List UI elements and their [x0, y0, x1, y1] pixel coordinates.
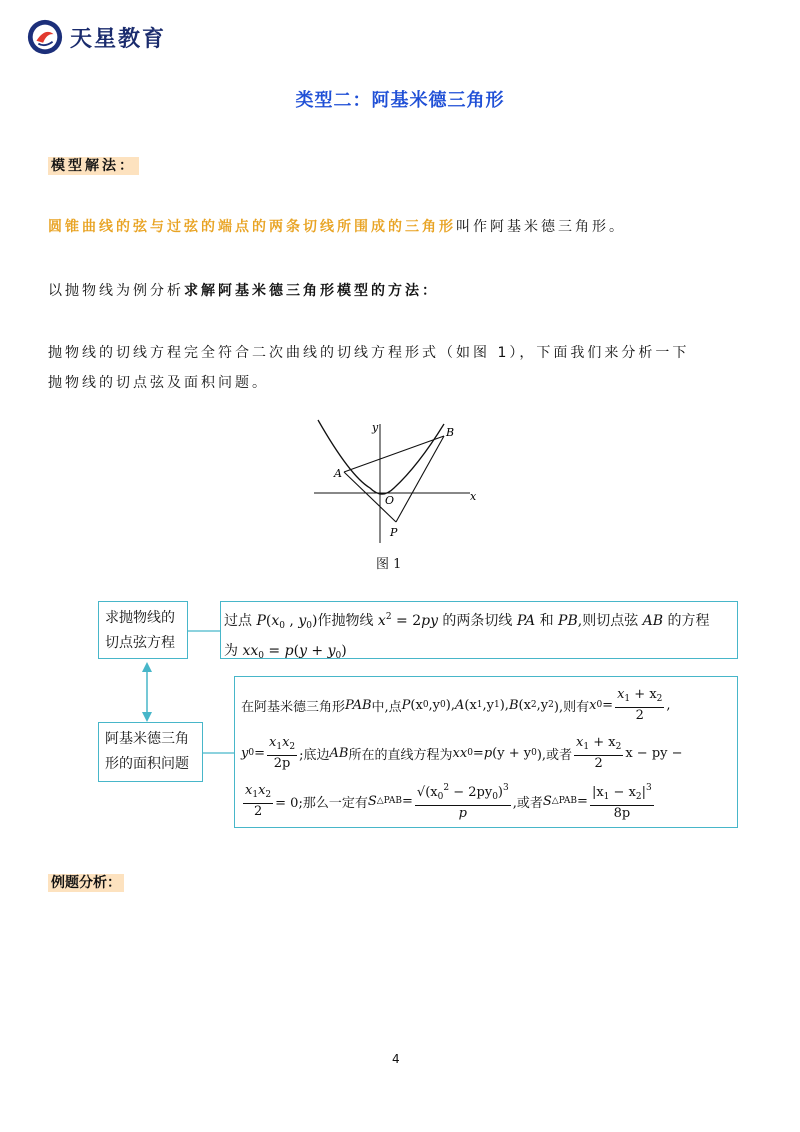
- t: S: [367, 793, 377, 809]
- figure-caption: 图 1: [376, 557, 402, 572]
- t: 2: [656, 693, 663, 704]
- fraction-area-1: [415, 780, 511, 822]
- intro-bold: 求解阿基米德三角形模型的方法：: [184, 283, 439, 299]
- figure-label-O: O: [385, 494, 395, 507]
- t: 0: [440, 700, 446, 710]
- t: x: [589, 697, 597, 713]
- t: (x: [410, 697, 423, 713]
- t: =: [602, 697, 614, 713]
- box-chord-content: [220, 601, 738, 659]
- t: (: [293, 643, 300, 659]
- t: 2: [289, 741, 296, 752]
- figure-label-P: P: [390, 526, 398, 539]
- t: x: [377, 613, 386, 629]
- t: |x: [591, 785, 604, 800]
- t: 的方程: [663, 613, 710, 629]
- t: 2p: [273, 755, 291, 771]
- t: 和: [535, 613, 559, 629]
- fraction-product: [243, 783, 273, 820]
- t: 0: [467, 748, 473, 758]
- t: 所在的直线方程为: [348, 747, 453, 763]
- t: x − py −: [625, 745, 683, 761]
- definition-highlight: 圆锥曲线的弦与过弦的端点的两条切线所围成的三角形: [48, 219, 456, 235]
- box-chord-label-line1: 求抛物线的: [105, 610, 175, 626]
- t: PAB: [345, 697, 372, 713]
- t: = 2: [391, 613, 422, 629]
- t: +: [306, 643, 328, 659]
- t: =: [254, 745, 265, 761]
- box-area-label: [98, 722, 203, 782]
- t: 在阿基米德三角形: [241, 699, 346, 715]
- t: =: [402, 793, 413, 809]
- fraction-y0: [267, 735, 297, 772]
- t: ,y: [536, 697, 549, 713]
- chord-line2: [224, 639, 737, 669]
- t: py: [421, 613, 438, 629]
- t: ,则切点弦: [577, 613, 643, 629]
- t: ),: [499, 697, 509, 713]
- area-line2: [241, 729, 737, 777]
- t: + x: [630, 686, 657, 702]
- box-area-content: [234, 676, 738, 828]
- box-area-label-line1: 阿基米德三角: [105, 731, 189, 747]
- t: ,y: [428, 697, 441, 713]
- t: 为: [224, 643, 243, 659]
- t: − x: [609, 785, 636, 800]
- fraction-area-2: [590, 780, 654, 822]
- t: x: [269, 734, 277, 750]
- t: 0: [422, 700, 429, 710]
- t: + x: [589, 734, 616, 750]
- t: x: [271, 613, 280, 629]
- chord-line1: [224, 605, 737, 639]
- t: =: [577, 793, 588, 809]
- t: S: [542, 793, 552, 809]
- t: A: [454, 697, 465, 713]
- t: 中,点: [371, 699, 402, 715]
- t: ),: [445, 697, 455, 713]
- t: x: [258, 782, 266, 798]
- t: )作抛物线: [312, 613, 378, 629]
- figure-label-y: y: [372, 421, 379, 434]
- t: ),或者: [536, 747, 573, 763]
- figure-label-A: A: [334, 467, 342, 480]
- t: ,: [284, 613, 299, 629]
- t: x: [576, 734, 584, 750]
- t: 2: [635, 707, 644, 723]
- t: 0: [335, 651, 342, 661]
- figure-label-B: B: [446, 426, 455, 439]
- t: 2: [548, 700, 554, 710]
- fraction-sum: [574, 735, 623, 772]
- t: x: [282, 734, 290, 750]
- t: 1: [603, 792, 610, 802]
- t: ;底边: [299, 747, 330, 763]
- t: (x: [464, 697, 477, 713]
- section-heading-examples-label: 例题分析：: [48, 874, 124, 892]
- t: 2: [594, 755, 603, 771]
- t: △PAB: [376, 796, 403, 806]
- t: 1: [252, 789, 259, 800]
- section-heading-examples: [48, 872, 124, 892]
- t: y: [327, 643, 336, 659]
- t: p: [458, 806, 467, 821]
- t: 8p: [613, 806, 631, 821]
- box-chord-label-line2: 切点弦方程: [105, 635, 175, 651]
- fraction-x0: [615, 687, 664, 724]
- t: 3: [646, 783, 652, 793]
- box-chord-label: [98, 601, 188, 659]
- brand-name: 天星教育: [70, 25, 167, 52]
- tangent-paragraph-line1: 抛物线的切线方程完全符合二次曲线的切线方程形式（如图 1），下面我们来分析一下: [48, 345, 690, 361]
- t: 2: [265, 789, 272, 800]
- t: =: [263, 643, 285, 659]
- t: P: [256, 613, 266, 629]
- intro-plain: 以抛物线为例分析: [48, 283, 184, 299]
- area-line1: [241, 681, 737, 729]
- t: p: [284, 643, 294, 659]
- t: 0: [596, 700, 603, 710]
- t: ,: [666, 697, 671, 713]
- t: 1: [494, 700, 500, 710]
- t: PA: [516, 613, 536, 629]
- area-line3: [241, 777, 737, 825]
- t: 1: [583, 741, 590, 752]
- t: 3: [503, 783, 509, 793]
- t: (x: [518, 697, 531, 713]
- t: x: [245, 782, 253, 798]
- t: B: [508, 697, 519, 713]
- t: 0: [258, 651, 264, 661]
- t: 1: [276, 741, 283, 752]
- section-heading-label: 模型解法：: [48, 157, 139, 175]
- t: =: [472, 745, 484, 761]
- figure-label-x: x: [470, 490, 477, 503]
- t: = 0;那么一定有: [275, 795, 368, 811]
- t: 2: [530, 700, 537, 710]
- t: 0: [248, 748, 255, 758]
- t: 0: [279, 621, 285, 631]
- t: 0: [306, 621, 312, 631]
- t: ),则有: [553, 699, 590, 715]
- t: AB: [329, 745, 349, 761]
- t: AB: [642, 613, 664, 629]
- t: |: [641, 785, 647, 800]
- t: 2: [253, 803, 263, 819]
- page-number: 4: [392, 1052, 400, 1066]
- t: 2: [615, 741, 622, 752]
- t: 2: [385, 612, 392, 622]
- t: xx: [242, 643, 259, 659]
- t: 0: [437, 792, 444, 802]
- t: 1: [624, 693, 631, 704]
- t: √(x: [416, 785, 438, 800]
- t: y: [299, 643, 307, 659]
- t: PB: [558, 613, 578, 629]
- t: y: [298, 613, 307, 629]
- t: xx: [452, 745, 468, 761]
- box-area-label-line2: 形的面积问题: [105, 756, 189, 772]
- t: x: [617, 686, 625, 702]
- t: 0: [492, 792, 498, 802]
- t: 2: [635, 792, 642, 802]
- t: ): [497, 785, 503, 800]
- t: 0: [531, 748, 537, 758]
- t: △PAB: [551, 796, 578, 806]
- t: ): [341, 643, 347, 659]
- t: y: [241, 745, 249, 761]
- t: ,y: [482, 697, 494, 713]
- page-title: 类型二：阿基米德三角形: [295, 90, 505, 111]
- t: (y + y: [492, 745, 532, 761]
- t: 过点: [224, 613, 257, 629]
- t: 1: [476, 700, 483, 710]
- t: P: [401, 697, 411, 713]
- tangent-paragraph-line2: 抛物线的切点弦及面积问题。: [48, 375, 269, 391]
- t: (: [265, 613, 272, 629]
- t: 的两条切线: [437, 613, 517, 629]
- t: 2: [443, 783, 450, 793]
- t: p: [483, 745, 493, 761]
- definition-rest: 叫作阿基米德三角形。: [456, 219, 626, 235]
- t: − 2py: [449, 785, 493, 800]
- t: ,或者: [512, 795, 543, 811]
